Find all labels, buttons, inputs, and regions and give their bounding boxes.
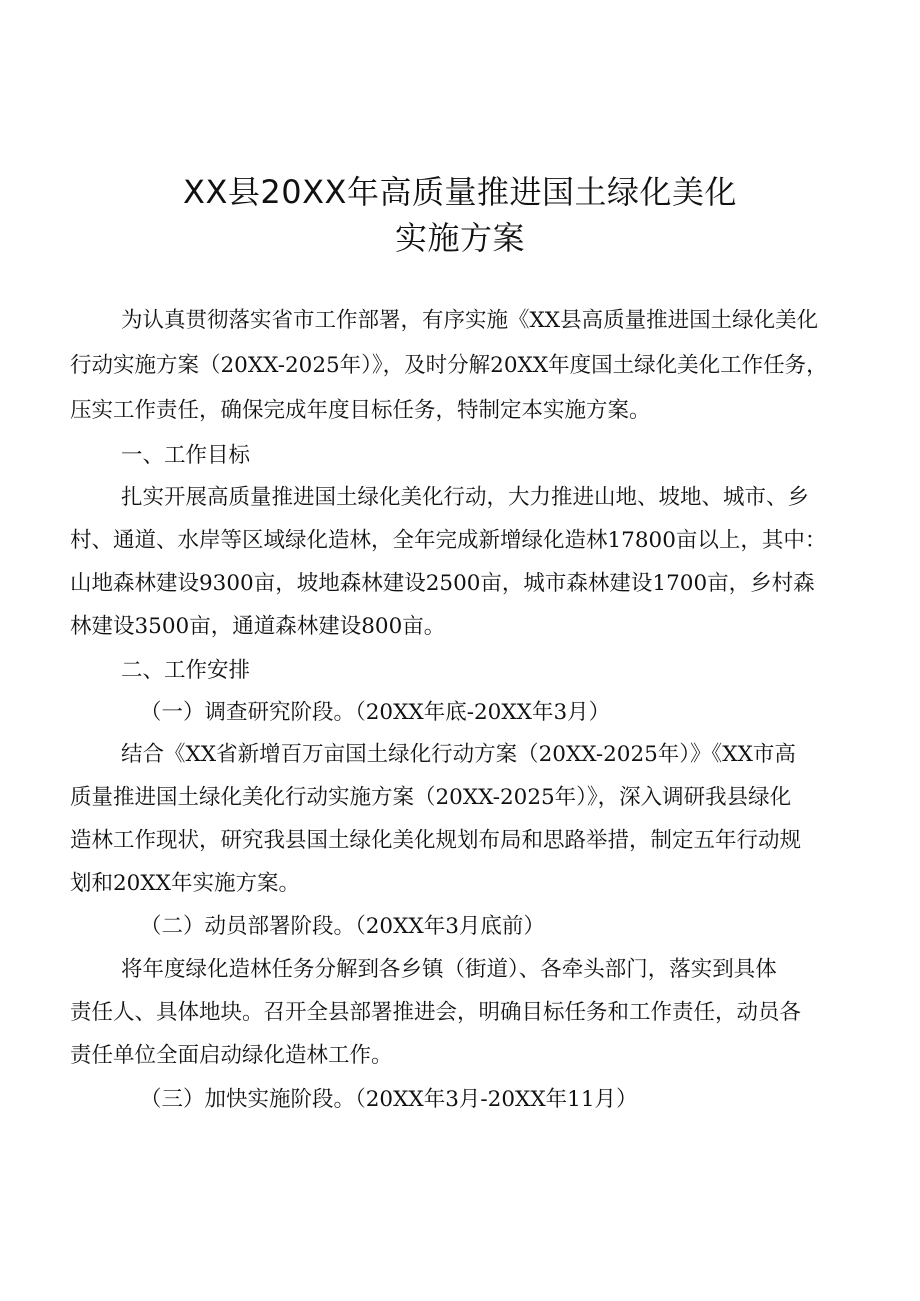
section-heading-arrangement: 二、工作安排 [121, 658, 251, 683]
phase-2-line-1: 将年度绿化造林任务分解到各乡镇（街道）、各牵头部门，落实到具体 [121, 957, 777, 982]
goals-line-3: 山地森林建设9300亩，坡地森林建设2500亩，城市森林建设1700亩，乡村森 [70, 571, 815, 596]
phase-1-heading: （一）调查研究阶段。（20XX年底-20XX年3月） [140, 700, 611, 725]
goals-line-4: 林建设3500亩，通道森林建设800亩。 [70, 614, 446, 639]
phase-1-line-4: 划和20XX年实施方案。 [70, 871, 300, 896]
phase-1-line-2: 质量推进国土绿化美化行动实施方案（20XX-2025年）》，深入调研我县绿化 [70, 785, 792, 810]
phase-2-heading: （二）动员部署阶段。（20XX年3月底前） [140, 914, 545, 939]
intro-line-2: 行动实施方案（20XX-2025年）》，及时分解20XX年度国土绿化美化工作任务， [70, 353, 828, 378]
intro-line-3: 压实工作责任，确保完成年度目标任务，特制定本实施方案。 [70, 398, 651, 423]
phase-2-line-3: 责任单位全面启动绿化造林工作。 [70, 1043, 393, 1068]
intro-line-1: 为认真贯彻落实省市工作部署，有序实施《XX县高质量推进国土绿化美化 [121, 308, 819, 333]
goals-line-2: 村、通道、水岸等区域绿化造林，全年完成新增绿化造林17800亩以上，其中： [70, 528, 827, 553]
phase-3-heading: （三）加快实施阶段。（20XX年3月-20XX年11月） [140, 1087, 638, 1112]
phase-2-line-2: 责任人、具体地块。召开全县部署推进会，明确目标任务和工作责任，动员各 [70, 1000, 802, 1025]
section-heading-goals: 一、工作目标 [121, 443, 251, 468]
goals-line-1: 扎实开展高质量推进国土绿化美化行动，大力推进山地、坡地、城市、乡 [121, 485, 810, 510]
phase-1-line-3: 造林工作现状，研究我县国土绿化美化规划布局和思路举措，制定五年行动规 [70, 828, 802, 853]
phase-1-line-1: 结合《XX省新增百万亩国土绿化行动方案（20XX-2025年）》《XX市高 [121, 742, 796, 767]
document-title-line-1: XX县20XX年高质量推进国土绿化美化 [183, 173, 737, 211]
document-title-line-2: 实施方案 [394, 219, 525, 257]
